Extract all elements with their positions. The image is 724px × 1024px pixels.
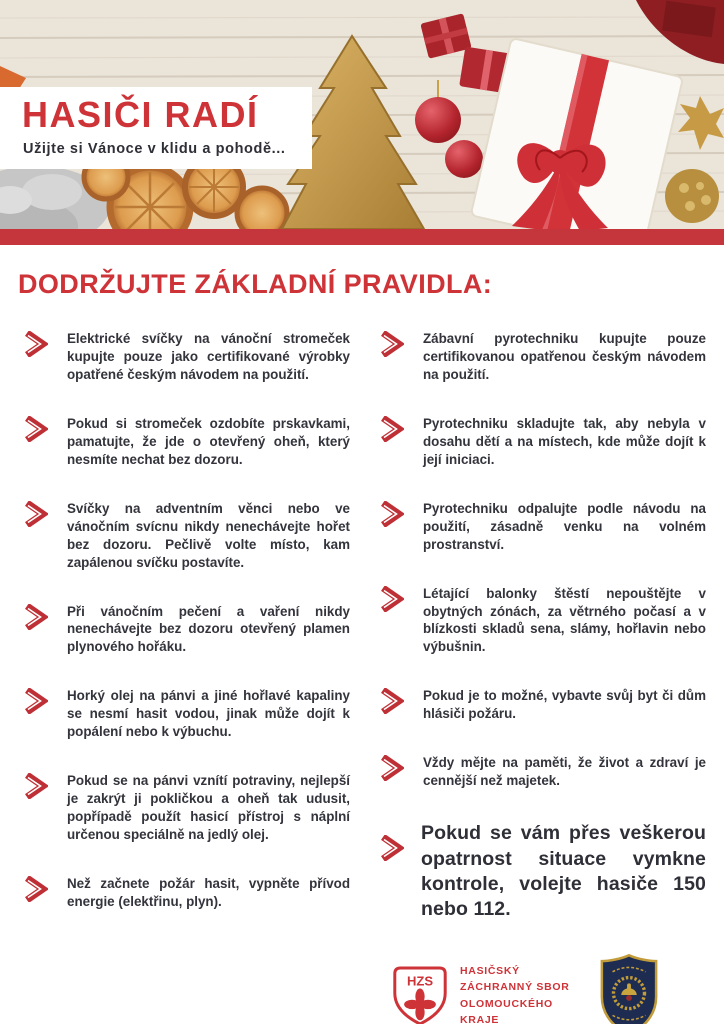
rule-item	[22, 603, 350, 657]
badge-shield-icon	[598, 953, 660, 1024]
chevron-right-icon	[22, 501, 48, 527]
chevron-right-icon	[378, 688, 404, 714]
chevron-right-icon	[22, 773, 48, 799]
title-band	[0, 87, 312, 169]
org-line: OLOMOUCKÉHO	[460, 997, 553, 1010]
rule-text: Zábavní pyrotechniku kupujte pouze certifikovanou opatřenou českým návodem na použití.	[423, 331, 706, 382]
rule-item	[378, 330, 706, 384]
rule-text: Horký olej na pánvi a jiné hořlavé kapaliny se nesmí hasit vodou, jinak může dojít k popálení nebo k výbuchu.	[67, 688, 350, 740]
rule-item	[378, 415, 706, 469]
rule-text: Pyrotechniku skladujte tak, aby nebyla v dosahu dětí a na místech, kde může dojít k její iniciaci.	[423, 415, 706, 467]
rule-item	[22, 875, 350, 911]
rule-item	[22, 415, 350, 469]
emergency-text: Pokud se vám přes veškerou opatrnost situace vymkne kontrole, volejte hasiče 150 nebo 112.	[421, 822, 706, 921]
rule-text: Pokud se na pánvi vznítí potraviny, nejlepší je zakrýt ji pokličkou a oheň tak udusit, popřípadě použít hasicí přístroj s náplní určenou speciálně na jedlý olej.	[67, 773, 350, 843]
footer-logos	[392, 953, 706, 1024]
chevron-right-icon	[22, 416, 48, 442]
org-line: ZÁCHRANNÝ SBOR	[460, 981, 570, 994]
rule-item	[378, 500, 706, 554]
hzs-shield-icon	[392, 965, 448, 1024]
page-subtitle: Užijte si Vánoce v klidu a pohodě...	[23, 140, 286, 157]
rule-text: Pyrotechniku odpalujte podle návodu na použití, zásadně venku na volném prostranství.	[423, 500, 706, 552]
chevron-right-icon	[378, 331, 404, 357]
chevron-right-icon	[22, 876, 48, 902]
rule-item	[22, 330, 350, 384]
page-title: HASIČI RADÍ	[22, 94, 259, 135]
organization-name	[460, 963, 570, 1024]
rules-column-left	[20, 330, 350, 1024]
rules-column-right	[376, 330, 706, 1024]
chevron-right-icon	[378, 586, 404, 612]
org-line: HASIČSKÝ	[460, 965, 520, 978]
header-photo	[0, 0, 724, 229]
chevron-right-icon	[378, 501, 404, 527]
chevron-right-icon	[378, 755, 404, 781]
rule-text: Než začnete požár hasit, vypněte přívod energie (elektřinu, plyn).	[67, 876, 350, 910]
rule-item	[22, 772, 350, 844]
org-line: KRAJE	[460, 1013, 500, 1024]
rule-item	[378, 687, 706, 723]
rule-item	[22, 500, 350, 572]
rule-text: Vždy mějte na paměti, že život a zdraví je cennější než majetek.	[423, 755, 706, 789]
rule-item	[378, 585, 706, 657]
rule-text: Elektrické svíčky na vánoční stromeček kupujte pouze jako certifikované výrobky opatřené českým návodem na použití.	[67, 331, 350, 382]
rules-columns	[16, 330, 710, 1024]
divider-bar	[0, 229, 724, 245]
chevron-right-icon	[22, 604, 48, 630]
rule-text: Létající balonky štěstí nepouštějte v obytných zónách, za větrného počasí a v blízkosti skladů sena, slámy, hořlavin nebo výbušnin.	[423, 585, 706, 655]
rule-text: Pokud si stromeček ozdobíte prskavkami, pamatujte, že jde o otevřený oheň, který nesmíte nechat bez dozoru.	[67, 415, 350, 467]
section-heading: DODRŽUJTE ZÁKLADNÍ PRAVIDLA:	[18, 269, 493, 299]
fire-brigade-badge	[598, 953, 660, 1024]
rule-text: Svíčky na adventním věnci nebo ve vánočním svícnu nikdy nenechávejte hořet bez dozoru. Pečlivě volte místo, kam zapálenou svíčku postavíte.	[67, 500, 350, 570]
rule-item	[378, 754, 706, 790]
chevron-right-icon	[22, 331, 48, 357]
emergency-callout	[378, 821, 706, 922]
rules-section	[0, 245, 724, 1024]
rule-text: Při vánočním pečení a vaření nikdy nenechávejte bez dozoru otevřený plamen plynového hořáku.	[67, 603, 350, 655]
chevron-right-icon	[378, 416, 404, 442]
hzs-logo	[392, 963, 570, 1024]
rule-text: Pokud je to možné, vybavte svůj byt či dům hlásiči požáru.	[423, 688, 706, 722]
chevron-right-icon	[22, 688, 48, 714]
rule-item	[22, 687, 350, 741]
chevron-right-icon	[378, 835, 404, 861]
hzs-abbreviation: HZS	[406, 973, 434, 989]
